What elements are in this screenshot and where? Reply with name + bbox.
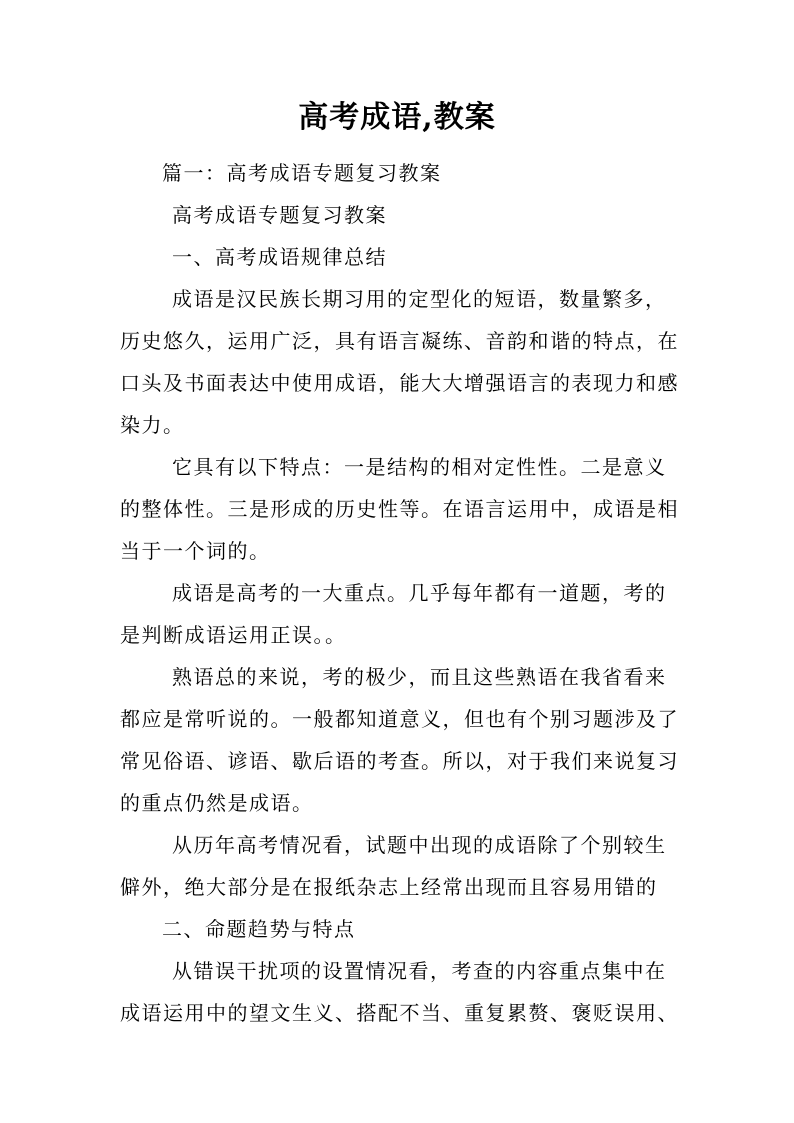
- paragraph-line: 当于一个词的。: [120, 539, 271, 563]
- subheading: 二、命题趋势与特点: [162, 917, 356, 941]
- paragraph-line: 口头及书面表达中使用成语，能大大增强语言的表现力和感: [120, 371, 679, 395]
- paragraph-line: 的整体性。三是形成的历史性等。在语言运用中，成语是相: [120, 497, 679, 521]
- subheading: 高考成语专题复习教案: [172, 203, 387, 227]
- paragraph-line: 从错误干扰项的设置情况看，考查的内容重点集中在: [172, 959, 667, 983]
- paragraph-line: 成语是高考的一大重点。几乎每年都有一道题，考的: [172, 581, 667, 605]
- paragraph-line: 历史悠久，运用广泛，具有语言凝练、音韵和谐的特点，在: [120, 329, 679, 353]
- section-heading: 篇一：高考成语专题复习教案: [162, 161, 442, 185]
- paragraph-line: 是判断成语运用正误。。: [120, 623, 347, 647]
- document-title: 高考成语,教案: [298, 100, 496, 135]
- paragraph-line: 成语运用中的望文生义、搭配不当、重复累赘、褒贬误用、: [120, 1001, 679, 1025]
- paragraph-line: 僻外，绝大部分是在报纸杂志上经常出现而且容易用错的: [120, 875, 658, 899]
- paragraph-line: 从历年高考情况看，试题中出现的成语除了个别较生: [172, 833, 667, 857]
- paragraph-line: 它具有以下特点：一是结构的相对定性性。二是意义: [172, 455, 667, 479]
- paragraph-line: 都应是常听说的。一般都知道意义，但也有个别习题涉及了: [120, 707, 679, 731]
- paragraph-line: 常见俗语、谚语、歇后语的考查。所以，对于我们来说复习: [120, 749, 679, 773]
- paragraph-line: 染力。: [120, 413, 185, 437]
- paragraph-line: 熟语总的来说，考的极少，而且这些熟语在我省看来: [172, 665, 667, 689]
- subheading: 一、高考成语规律总结: [172, 245, 387, 269]
- paragraph-line: 的重点仍然是成语。: [120, 791, 314, 815]
- paragraph-line: 成语是汉民族长期习用的定型化的短语，数量繁多，: [172, 287, 667, 311]
